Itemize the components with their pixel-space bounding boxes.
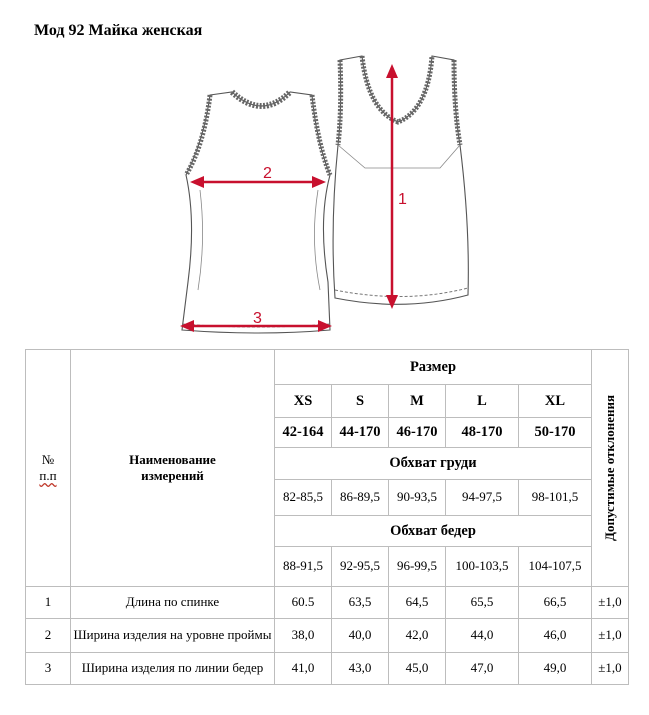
chest-value: 90-93,5 bbox=[389, 480, 446, 516]
front-view bbox=[182, 92, 330, 333]
col-name-header: Наименование измерений bbox=[71, 350, 275, 587]
row-value: 45,0 bbox=[389, 653, 446, 685]
size-header: Размер bbox=[275, 350, 592, 385]
size-code: 42-164 bbox=[275, 418, 332, 448]
size-code: 48-170 bbox=[446, 418, 519, 448]
row-tolerance: ±1,0 bbox=[592, 587, 629, 619]
chest-value: 86-89,5 bbox=[332, 480, 389, 516]
col-num-header: № п.п bbox=[26, 350, 71, 587]
table-row bbox=[26, 653, 629, 685]
row-value: 64,5 bbox=[389, 587, 446, 619]
size-xl: XL bbox=[519, 385, 592, 418]
row-num: 1 bbox=[26, 587, 71, 619]
row-value: 47,0 bbox=[446, 653, 519, 685]
chest-value: 94-97,5 bbox=[446, 480, 519, 516]
chest-header: Обхват груди bbox=[275, 448, 592, 480]
size-code: 44-170 bbox=[332, 418, 389, 448]
label-2: 2 bbox=[263, 165, 272, 182]
row-value: 43,0 bbox=[332, 653, 389, 685]
page-title: Мод 92 Майка женская bbox=[34, 22, 203, 39]
chest-value: 82-85,5 bbox=[275, 480, 332, 516]
label-3: 3 bbox=[253, 310, 262, 327]
table-row bbox=[26, 587, 629, 619]
tolerance-header: Допустимые отклонения bbox=[592, 350, 629, 587]
row-value: 40,0 bbox=[332, 619, 389, 653]
size-xs: XS bbox=[275, 385, 332, 418]
row-tolerance: ±1,0 bbox=[592, 653, 629, 685]
row-value: 63,5 bbox=[332, 587, 389, 619]
row-value: 38,0 bbox=[275, 619, 332, 653]
row-value: 42,0 bbox=[389, 619, 446, 653]
size-code: 46-170 bbox=[389, 418, 446, 448]
label-1: 1 bbox=[398, 191, 407, 208]
row-name: Длина по спинке bbox=[71, 587, 275, 619]
hip-header: Обхват бедер bbox=[275, 516, 592, 547]
row-value: 49,0 bbox=[519, 653, 592, 685]
size-code: 50-170 bbox=[519, 418, 592, 448]
hip-value: 96-99,5 bbox=[389, 547, 446, 587]
row-value: 66,5 bbox=[519, 587, 592, 619]
table-row bbox=[26, 619, 629, 653]
hip-value: 104-107,5 bbox=[519, 547, 592, 587]
row-name: Ширина изделия по линии бедер bbox=[71, 653, 275, 685]
size-s: S bbox=[332, 385, 389, 418]
hip-value: 92-95,5 bbox=[332, 547, 389, 587]
row-num: 3 bbox=[26, 653, 71, 685]
row-name: Ширина изделия на уровне проймы bbox=[71, 619, 275, 653]
size-chart-table bbox=[25, 349, 629, 685]
row-value: 41,0 bbox=[275, 653, 332, 685]
garment-sketch bbox=[170, 50, 480, 345]
row-num: 2 bbox=[26, 619, 71, 653]
row-value: 46,0 bbox=[519, 619, 592, 653]
row-tolerance: ±1,0 bbox=[592, 619, 629, 653]
back-view bbox=[333, 56, 468, 304]
size-m: M bbox=[389, 385, 446, 418]
row-value: 65,5 bbox=[446, 587, 519, 619]
size-l: L bbox=[446, 385, 519, 418]
hip-value: 100-103,5 bbox=[446, 547, 519, 587]
row-value: 44,0 bbox=[446, 619, 519, 653]
row-value: 60.5 bbox=[275, 587, 332, 619]
hip-value: 88-91,5 bbox=[275, 547, 332, 587]
chest-value: 98-101,5 bbox=[519, 480, 592, 516]
